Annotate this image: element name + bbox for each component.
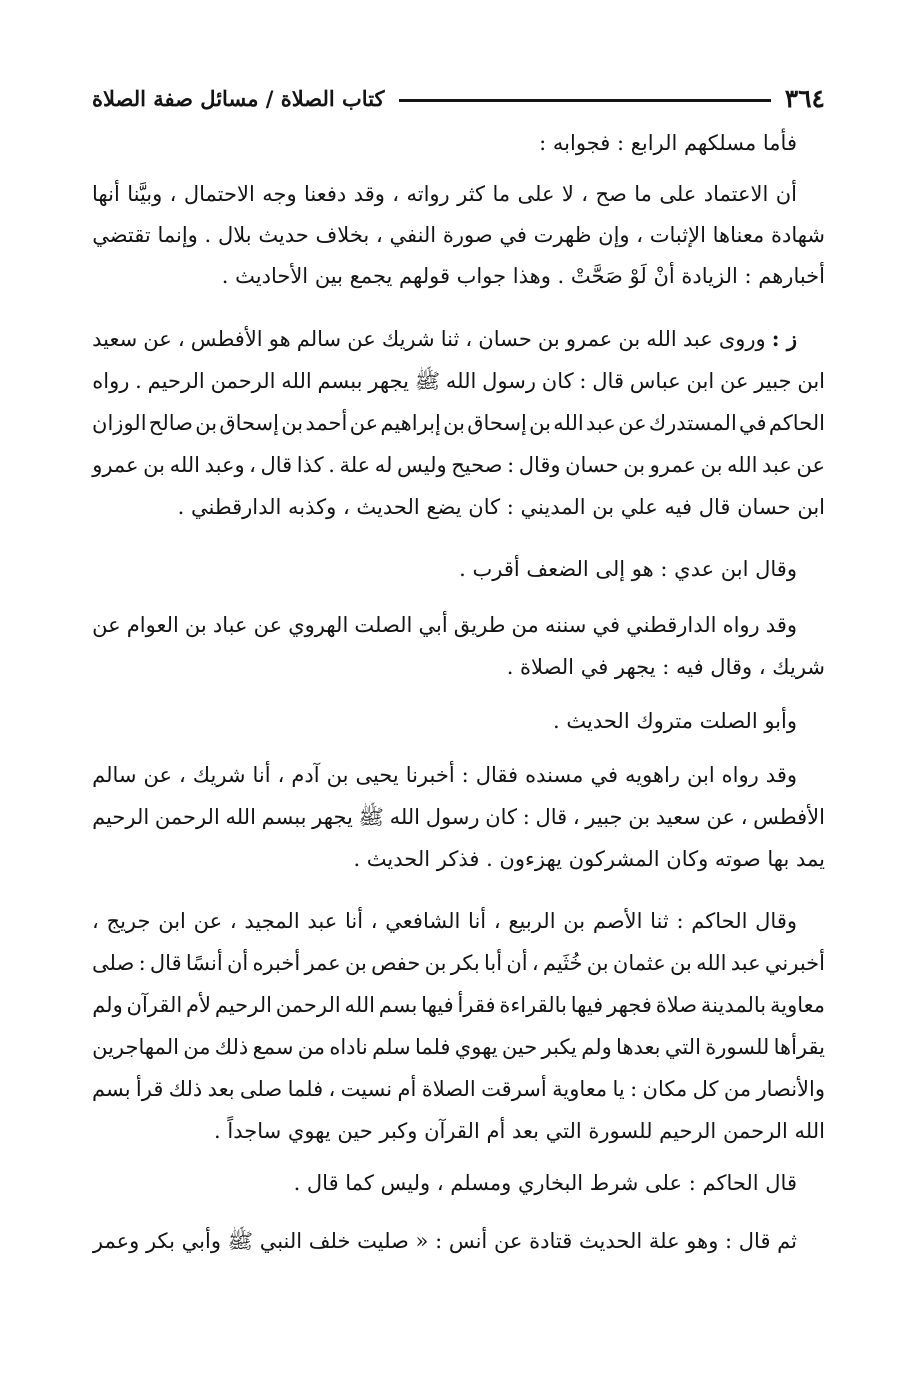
word: بالمدينة <box>700 993 767 1017</box>
word: من <box>297 1035 326 1059</box>
word: بعدها <box>616 1035 661 1059</box>
word: جريج <box>106 909 151 933</box>
word: وروى <box>718 327 766 351</box>
word: أنها <box>92 182 120 206</box>
word: الله <box>389 805 421 829</box>
word: عبد <box>730 951 761 975</box>
word: ثنا <box>650 909 669 933</box>
word: أنا <box>344 909 364 933</box>
word: ، <box>370 909 378 933</box>
word: كل <box>692 1077 719 1101</box>
word: نسيت <box>340 1077 393 1101</box>
word: ولم <box>581 1035 612 1059</box>
section-marker: ز : <box>771 326 797 351</box>
word: رواه <box>721 763 759 787</box>
text-line <box>92 362 825 400</box>
word: قال <box>260 453 293 477</box>
word: ، <box>636 223 644 247</box>
word: من <box>511 613 539 637</box>
word: عمرو <box>92 453 139 477</box>
word: ابن <box>797 369 825 393</box>
text-line <box>539 124 797 162</box>
word: لا <box>561 182 574 206</box>
text-line <box>92 756 797 794</box>
word: أحمد <box>305 411 348 435</box>
text-line <box>92 1070 825 1108</box>
word: ، <box>328 1077 336 1101</box>
word: الحاكم <box>768 411 825 435</box>
word: بن <box>195 411 218 435</box>
word: إسحاق <box>219 411 279 435</box>
word: ابن <box>158 909 186 933</box>
text-line <box>92 446 825 484</box>
word: ابن <box>686 369 715 393</box>
word: عن <box>618 411 647 435</box>
word: وقد <box>353 182 385 206</box>
word: بخلاف <box>315 223 370 247</box>
word: حفص <box>371 951 421 975</box>
word: أن <box>226 951 249 975</box>
word: ظهرت <box>533 223 592 247</box>
word: : <box>676 909 684 933</box>
text-line <box>92 320 797 358</box>
word: يا <box>612 1077 625 1101</box>
word: جبير <box>754 369 792 393</box>
word: ببسم <box>261 805 307 829</box>
word: . <box>328 453 335 477</box>
word: بن <box>563 909 586 933</box>
word: خُثَيم <box>542 951 583 975</box>
text-line <box>353 840 825 878</box>
text-line <box>92 216 825 254</box>
word: الرحمن <box>275 993 341 1017</box>
word: عن <box>796 453 825 477</box>
word: عن <box>143 763 173 787</box>
word: النفي <box>389 223 437 247</box>
word: فقال <box>475 763 519 787</box>
word: عبد <box>585 411 616 435</box>
word: الدارقطني <box>626 613 717 637</box>
word: بن <box>143 453 165 477</box>
word: فلما <box>414 1035 451 1059</box>
line-text: ابن حسان قال فيه علي بن المديني : كان يضع الحديث ، وكذبه الدارقطني . <box>177 495 825 519</box>
word: بالقراءة <box>499 993 567 1017</box>
word: أن <box>506 951 528 975</box>
word: عثمان <box>612 951 666 975</box>
word: عبد <box>682 327 713 351</box>
word: تقتضي <box>92 223 151 247</box>
line-text: فأما مسلكهم الرابع : فجوابه : <box>539 131 797 155</box>
word: إسحاق <box>467 411 527 435</box>
word: له <box>374 453 393 477</box>
word: وقد <box>765 613 797 637</box>
word: ببسم <box>317 369 363 393</box>
word: وإنما <box>157 223 198 247</box>
word: عباد <box>212 613 248 637</box>
word: ذلك <box>168 1077 203 1101</box>
word: أنا <box>252 763 271 787</box>
line-text: وأبو الصلت متروك الحديث . <box>553 709 797 733</box>
word: بن <box>281 411 304 435</box>
line-text: يمد بها صوته وكان المشركون يهزءون . فذكر الحديث . <box>353 847 825 871</box>
word: صالح <box>148 411 193 435</box>
word: وقال <box>755 909 797 933</box>
page-number: ٣٦٤ <box>784 83 825 113</box>
word: ﷺ <box>414 369 441 393</box>
word: على <box>659 182 697 206</box>
page-header <box>92 80 825 116</box>
word: إبراهيم <box>380 411 441 435</box>
word: عمرو <box>565 327 613 351</box>
word: راهويه <box>624 763 680 787</box>
word: وليس <box>397 453 447 477</box>
word: يحيى <box>355 763 399 787</box>
word: الله <box>646 327 677 351</box>
line-text: الله الرحمن الرحيم للسورة التي بعد أم القرآن وكبر حين يهوي ساجداً . <box>214 1119 825 1143</box>
word: رسول <box>425 805 480 829</box>
word: قرأ <box>135 1077 164 1101</box>
text-line <box>459 550 797 588</box>
word: أخبرنا <box>405 763 455 787</box>
word: . <box>135 369 142 393</box>
text-line <box>93 1222 797 1260</box>
word: الرحمن <box>154 805 220 829</box>
word: مسنده <box>525 763 584 787</box>
word: ، <box>249 453 256 477</box>
word: يقرأها <box>773 1035 825 1059</box>
word: صلاة <box>655 993 698 1017</box>
text-line <box>222 257 825 295</box>
word: الله <box>553 411 584 435</box>
word: معاوية <box>552 1077 608 1101</box>
word: أنا <box>468 909 487 933</box>
word: الاعتماد <box>703 182 769 206</box>
word: بسم <box>92 1077 131 1101</box>
word: الإثبات <box>649 223 706 247</box>
line-text: أخبارهم : الزيادة أنْ لَوْ صَحَّتْ . وهذا جواب قولهم يجمع بين الأحاديث . <box>221 264 825 288</box>
word: ناداه <box>329 1035 368 1059</box>
word: وقال <box>518 453 561 477</box>
word: الأفطس <box>190 327 263 351</box>
word: . <box>204 223 212 247</box>
word: حديث <box>258 223 309 247</box>
word: سعيد <box>655 805 701 829</box>
word: عبد <box>762 453 792 477</box>
word: عبد <box>307 909 338 933</box>
word: شهادة <box>770 223 825 247</box>
text-line <box>92 902 797 940</box>
word: رواه <box>722 613 760 637</box>
word: : <box>579 369 587 393</box>
word: المجيد <box>244 909 300 933</box>
word: صلى <box>239 1077 283 1101</box>
word: الرحيم <box>214 993 272 1017</box>
word: الله <box>727 453 758 477</box>
text-line <box>92 944 825 982</box>
word: بن <box>586 951 609 975</box>
word: ، <box>179 763 186 787</box>
word: عن <box>92 613 121 637</box>
word: بن <box>443 411 465 435</box>
word: القرآن <box>126 993 183 1017</box>
word: سلم <box>372 1035 411 1059</box>
word: طريق <box>453 613 506 637</box>
line-text: شريك ، وقال فيه : يجهر في الصلاة . <box>506 655 825 679</box>
word: بلال <box>217 223 252 247</box>
word: : <box>461 763 469 787</box>
word: في <box>739 411 767 435</box>
word: الوزان <box>92 411 147 435</box>
word: عن <box>193 909 223 933</box>
word: من <box>723 1077 752 1101</box>
word: الربيع <box>508 909 556 933</box>
word: الله <box>696 951 727 975</box>
word: للسورة <box>705 1035 770 1059</box>
word: ثنا <box>440 327 460 351</box>
word: وبيَّنا <box>127 182 163 206</box>
word: في <box>592 613 621 637</box>
word: مكان <box>642 1077 688 1101</box>
word: بكر <box>450 951 480 975</box>
word: ، <box>229 909 237 933</box>
word: سالم <box>92 763 137 787</box>
word: صورة <box>442 223 493 247</box>
word: أسرقت <box>481 1077 547 1101</box>
word: كان <box>485 805 518 829</box>
word: كذا <box>296 453 324 477</box>
word: الاحتمال <box>183 182 255 206</box>
word: معناها <box>712 223 765 247</box>
word: ابن <box>687 763 715 787</box>
word: وقد <box>765 763 797 787</box>
word: : <box>522 805 530 829</box>
word: على <box>517 182 555 206</box>
text-line <box>178 488 825 526</box>
word: أن <box>775 182 797 206</box>
word: ، <box>493 909 501 933</box>
word: الله <box>169 453 201 477</box>
word: بن <box>669 951 692 975</box>
word: عمر <box>304 951 341 975</box>
word: فقرأ <box>457 993 496 1017</box>
word: حسان <box>565 453 619 477</box>
word: عن <box>719 369 749 393</box>
text-line <box>294 1164 797 1202</box>
word: : <box>630 1077 638 1101</box>
word: رواته <box>406 182 450 206</box>
word: ، <box>392 182 400 206</box>
word: ، <box>277 763 285 787</box>
word: يكبر <box>541 1035 577 1059</box>
word: : <box>138 951 146 975</box>
word: بن <box>326 763 349 787</box>
word: فيها <box>570 993 604 1017</box>
word: المستدرك <box>648 411 737 435</box>
word: : <box>507 453 515 477</box>
word: هو <box>268 327 291 351</box>
word: بن <box>344 951 367 975</box>
word: سننه <box>544 613 587 637</box>
word: ما <box>492 182 511 206</box>
word: صلى <box>92 951 135 975</box>
word: بن <box>618 327 641 351</box>
text-line <box>92 606 797 644</box>
word: فيها <box>421 993 454 1017</box>
word: فلما <box>287 1077 324 1101</box>
word: عن <box>706 805 736 829</box>
word: المهاجرين <box>92 1035 179 1059</box>
word: قال <box>592 369 624 393</box>
text-line <box>507 648 825 686</box>
text-line <box>92 986 825 1024</box>
word: عن <box>143 327 172 351</box>
word: دفعنا <box>304 182 347 206</box>
word: الأصم <box>592 909 643 933</box>
word: بن <box>623 453 646 477</box>
word: عباس <box>629 369 681 393</box>
word: يجهر <box>312 805 353 829</box>
word: الله <box>225 805 256 829</box>
word: رسول <box>482 369 536 393</box>
word: الحاكم <box>691 909 748 933</box>
word: لأم <box>186 993 212 1017</box>
word: سالم <box>296 327 342 351</box>
word: بن <box>184 613 207 637</box>
word: في <box>499 223 527 247</box>
word: سمع <box>252 1035 294 1059</box>
line-text: قال الحاكم : على شرط البخاري ومسلم ، وليس كما قال . <box>293 1171 797 1195</box>
word: ، <box>169 182 177 206</box>
word: الشافعي <box>385 909 461 933</box>
word: أبا <box>484 951 503 975</box>
word: والأنصار <box>756 1077 825 1101</box>
word: أبي <box>418 613 448 637</box>
text-line <box>553 702 797 740</box>
line-text: وقال ابن عدي : هو إلى الضعف أقرب . <box>459 557 797 581</box>
word: كان <box>541 369 574 393</box>
word: قال <box>535 805 568 829</box>
word: وجه <box>262 182 297 206</box>
word: الهروي <box>288 613 349 637</box>
word: عمرو <box>649 453 697 477</box>
word: وإن <box>598 223 630 247</box>
word: العوام <box>126 613 179 637</box>
word: الله <box>281 369 312 393</box>
word: عن <box>347 327 376 351</box>
text-line <box>214 1112 825 1150</box>
word: الصلت <box>354 613 413 637</box>
word: بن <box>628 805 651 829</box>
word: يجهر <box>368 369 409 393</box>
word: بعد <box>207 1077 235 1101</box>
word: عن <box>253 613 283 637</box>
word: ، <box>740 805 748 829</box>
word: الرحيم <box>92 805 150 829</box>
word: فجهر <box>607 993 652 1017</box>
word: شريك <box>192 763 246 787</box>
word: بسم <box>378 993 418 1017</box>
word: ذلك <box>214 1035 249 1059</box>
word: التي <box>664 1035 701 1059</box>
word: من <box>183 1035 211 1059</box>
word: الصلاة <box>421 1077 476 1101</box>
word: ما <box>634 182 652 206</box>
text-line <box>92 798 825 836</box>
word: سعيد <box>92 327 138 351</box>
text-line <box>92 175 797 213</box>
word: آدم <box>291 763 320 787</box>
word: بن <box>529 411 551 435</box>
word: الأفطس <box>753 805 825 829</box>
word: أنسًا <box>185 951 223 975</box>
word: ، <box>92 909 99 933</box>
word: بن <box>537 327 560 351</box>
word: أخبرني <box>764 951 825 975</box>
word: معاوية <box>769 993 825 1017</box>
word: بن <box>424 951 447 975</box>
word: صح <box>595 182 627 206</box>
text-line <box>92 404 825 442</box>
word: ، <box>581 182 589 206</box>
word: ، <box>177 327 185 351</box>
word: شريك <box>381 327 435 351</box>
word: بن <box>700 453 723 477</box>
line-text: ثم قال : وهو علة الحديث قتادة عن أنس : « صليت خلف النبي ﷺ وأبي بكر وعمر <box>92 1229 797 1253</box>
text-line <box>92 1028 825 1066</box>
word: وعبد <box>204 453 245 477</box>
word: يهوي <box>454 1035 498 1059</box>
word: ولم <box>92 993 123 1017</box>
word: رواه <box>92 369 130 393</box>
header-rule <box>399 99 771 102</box>
word: ﷺ <box>358 805 384 829</box>
word: كثر <box>457 182 486 206</box>
word: الله <box>344 993 375 1017</box>
word: صحيح <box>451 453 503 477</box>
running-title: كتاب الصلاة / مسائل صفة الصلاة <box>92 85 385 111</box>
word: حسان <box>478 327 532 351</box>
word: حين <box>501 1035 538 1059</box>
word: ، <box>465 327 473 351</box>
word: أم <box>397 1077 417 1101</box>
word: جبير <box>585 805 623 829</box>
word: قال <box>149 951 182 975</box>
word: أخبره <box>252 951 301 975</box>
word: الله <box>445 369 477 393</box>
word: ، <box>375 223 383 247</box>
word: عن <box>349 411 379 435</box>
word: الرحيم <box>147 369 205 393</box>
word: ، <box>572 805 580 829</box>
word: علة <box>339 453 371 477</box>
word: الرحمن <box>210 369 276 393</box>
word: في <box>590 763 618 787</box>
word: ، <box>531 951 539 975</box>
